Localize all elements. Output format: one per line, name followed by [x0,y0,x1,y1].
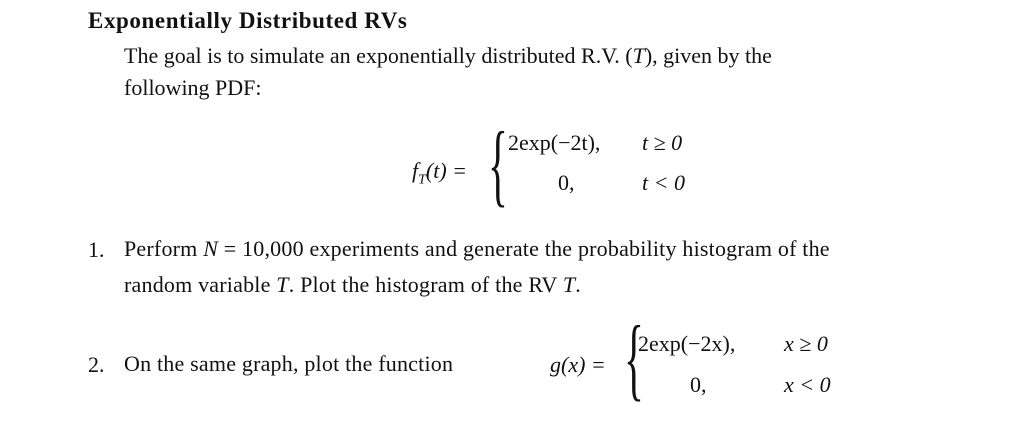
case2-expression: 0, [558,170,575,195]
item-number: 1. [88,237,105,262]
case1-condition: t ≥ 0 [642,130,683,155]
item1-line1 [124,231,830,267]
case2-condition: t < 0 [642,170,685,195]
item-number: 2. [88,352,105,377]
item-text: random variable [124,272,277,297]
pdf-function-name: f [412,158,419,183]
intro-text: ), given by the [644,43,772,68]
pdf-lhs [412,158,467,188]
variable-n: N [203,236,219,261]
intro-text: The goal is to simulate an exponentially distributed R.V. ( [124,43,633,68]
variable-t: T [562,272,576,297]
item-text: = 10,000 experiments and generate the probability histogram of the [218,236,830,261]
item-text: . [575,272,581,297]
variable-t: T [632,43,645,68]
intro-text: following PDF: [124,75,262,100]
variable-t: T [276,272,289,297]
item-text: . Plot the histogram of the RV [288,272,563,297]
item-text: Perform [124,236,204,261]
case2-condition: x < 0 [784,372,831,397]
case1-condition: x ≥ 0 [784,331,828,356]
left-brace: { [624,307,644,409]
case1-expression: 2exp(−2x), [638,331,736,356]
item1-line2 [124,267,581,303]
intro-paragraph [124,40,964,104]
pdf-subscript: T [418,172,426,188]
item2-text: On the same graph, plot the function [124,351,454,376]
case1-expression: 2exp(−2t), [508,130,601,155]
g-function-lhs: g(x) = [550,352,606,377]
pdf-argument: (t) = [425,158,468,183]
case2-expression: 0, [690,372,707,397]
section-heading: Exponentially Distributed RVs [88,8,408,33]
left-brace: { [488,113,508,215]
